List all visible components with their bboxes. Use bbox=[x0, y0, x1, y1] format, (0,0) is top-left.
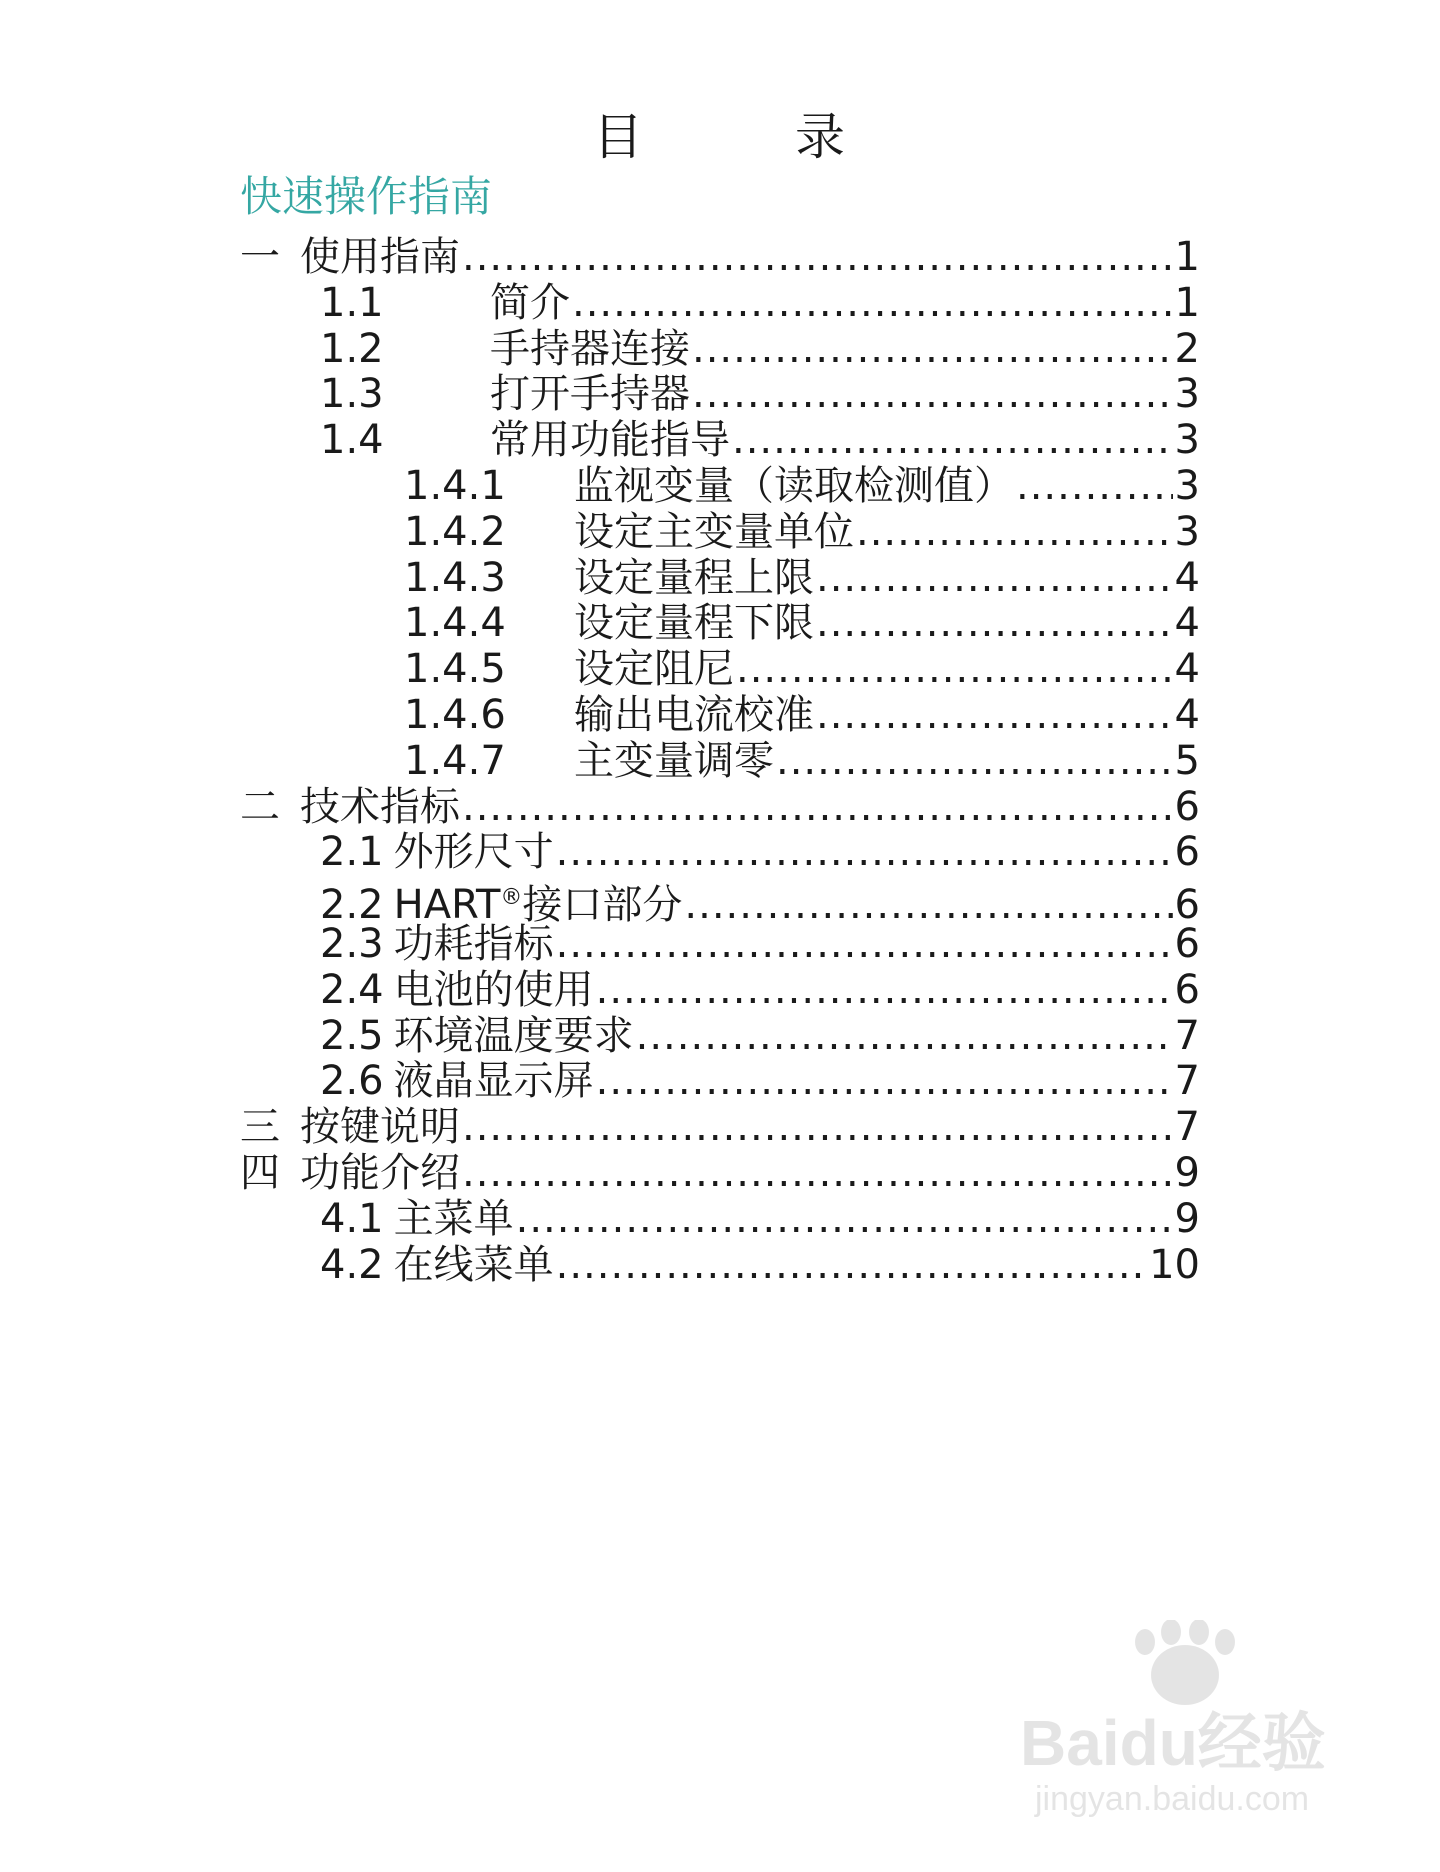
toc-page-number: 7 bbox=[1174, 1104, 1200, 1151]
toc-label-text: 主变量调零 bbox=[574, 737, 774, 784]
toc-number: 2.5 bbox=[320, 1012, 384, 1059]
page-title-char-1: 目 bbox=[593, 108, 645, 166]
toc-number: 2.3 bbox=[320, 921, 384, 967]
toc-label-text: 技术指标 bbox=[300, 783, 460, 830]
toc-label-text: 输出电流校准 bbox=[574, 692, 814, 738]
toc-number: 1.4.5 bbox=[404, 646, 506, 693]
toc-number: 1.3 bbox=[320, 371, 384, 418]
toc-page-number: 4 bbox=[1174, 646, 1200, 693]
toc-page-number: 6 bbox=[1174, 882, 1200, 929]
toc-number: 1.4.6 bbox=[404, 692, 506, 738]
toc-label-text: HART bbox=[393, 882, 501, 929]
toc-label-text: 简介 bbox=[490, 279, 570, 326]
toc-number: 2.2 bbox=[320, 882, 384, 929]
toc-number: 2.6 bbox=[320, 1058, 384, 1105]
toc-page-number: 9 bbox=[1174, 1150, 1200, 1196]
toc-page-number: 6 bbox=[1174, 921, 1200, 967]
registered-mark: ® bbox=[500, 885, 523, 911]
watermark-brand: Baidu经验 bbox=[1020, 1707, 1326, 1779]
toc-number: 1.4.4 bbox=[404, 600, 506, 647]
toc-page-number: 2 bbox=[1174, 325, 1200, 372]
toc-page-number: 9 bbox=[1174, 1195, 1200, 1242]
toc-page-number: 1 bbox=[1174, 279, 1200, 326]
toc-label-text: 在线菜单 bbox=[393, 1241, 554, 1288]
toc-page-number: 3 bbox=[1174, 417, 1200, 464]
toc-page-number: 5 bbox=[1174, 737, 1200, 784]
toc-label bbox=[394, 1238, 554, 1292]
toc-label-text: 设定阻尼 bbox=[574, 646, 734, 693]
toc-number: 一 bbox=[240, 234, 280, 280]
toc-label-text: 打开手持器 bbox=[490, 371, 690, 418]
toc-number: 1.4.3 bbox=[404, 554, 506, 601]
toc-number: 1.1 bbox=[320, 279, 384, 326]
toc-page-number: 3 bbox=[1174, 508, 1200, 555]
toc-label-text: 设定量程上限 bbox=[574, 554, 814, 601]
toc-number: 1.4.7 bbox=[404, 737, 506, 784]
baidu-jingyan-watermark bbox=[1015, 1620, 1355, 1820]
toc-label-text: 液晶显示屏 bbox=[393, 1058, 594, 1105]
toc-number: 4.1 bbox=[320, 1195, 384, 1242]
toc-number: 1.4.1 bbox=[404, 463, 506, 509]
toc-page-number: 1 bbox=[1174, 234, 1200, 280]
page-title-char-2: 录 bbox=[795, 108, 847, 166]
toc-number: 1.2 bbox=[320, 325, 384, 372]
toc-label-text: 设定主变量单位 bbox=[574, 508, 854, 555]
toc-number: 三 bbox=[240, 1104, 280, 1151]
toc-page-number: 6 bbox=[1174, 966, 1200, 1013]
toc-page-number: 7 bbox=[1174, 1012, 1200, 1059]
toc-label-text: 电池的使用 bbox=[393, 966, 594, 1013]
toc-number: 2.1 bbox=[320, 829, 384, 876]
toc-number: 二 bbox=[240, 783, 280, 830]
toc-page-number: 6 bbox=[1174, 829, 1200, 876]
paw-logo-icon bbox=[1135, 1620, 1235, 1705]
toc-label-text: 主菜单 bbox=[393, 1195, 514, 1242]
toc-label-text: 外形尺寸 bbox=[393, 829, 554, 876]
toc-number: 2.4 bbox=[320, 966, 384, 1013]
section-subtitle: 快速操作指南 bbox=[240, 172, 493, 221]
toc-page-number: 3 bbox=[1174, 371, 1200, 418]
toc-page-number: 4 bbox=[1174, 692, 1200, 738]
toc-label-text: 手持器连接 bbox=[490, 325, 690, 372]
page-title bbox=[0, 108, 1440, 166]
toc-page-number: 7 bbox=[1174, 1058, 1200, 1105]
toc-label-text: 常用功能指导 bbox=[490, 417, 730, 464]
toc-number: 四 bbox=[240, 1150, 280, 1196]
toc-label-text: 功耗指标 bbox=[393, 921, 554, 967]
toc-page-number: 6 bbox=[1174, 783, 1200, 830]
toc-row[interactable] bbox=[320, 1238, 1200, 1292]
toc-leader-dots bbox=[556, 1238, 1147, 1292]
toc-label-text: 按键说明 bbox=[300, 1104, 460, 1151]
toc-number: 1.4.2 bbox=[404, 508, 506, 555]
toc-label-suffix: 接口部分 bbox=[522, 882, 683, 929]
toc-label-text: 功能介绍 bbox=[300, 1150, 460, 1196]
toc-label-text: 监视变量（读取检测值） bbox=[574, 463, 1014, 509]
toc-label-text: 使用指南 bbox=[300, 234, 460, 280]
toc-page-number: 10 bbox=[1149, 1241, 1200, 1288]
toc-label-text: 环境温度要求 bbox=[393, 1012, 634, 1059]
toc-page-number: 4 bbox=[1174, 554, 1200, 601]
toc-page-number: 3 bbox=[1174, 463, 1200, 509]
toc-page-number: 4 bbox=[1174, 600, 1200, 647]
watermark-url: jingyan.baidu.com bbox=[1035, 1780, 1310, 1818]
toc-number: 1.4 bbox=[320, 417, 384, 464]
toc-number: 4.2 bbox=[320, 1241, 384, 1288]
toc-label-text: 设定量程下限 bbox=[574, 600, 814, 647]
